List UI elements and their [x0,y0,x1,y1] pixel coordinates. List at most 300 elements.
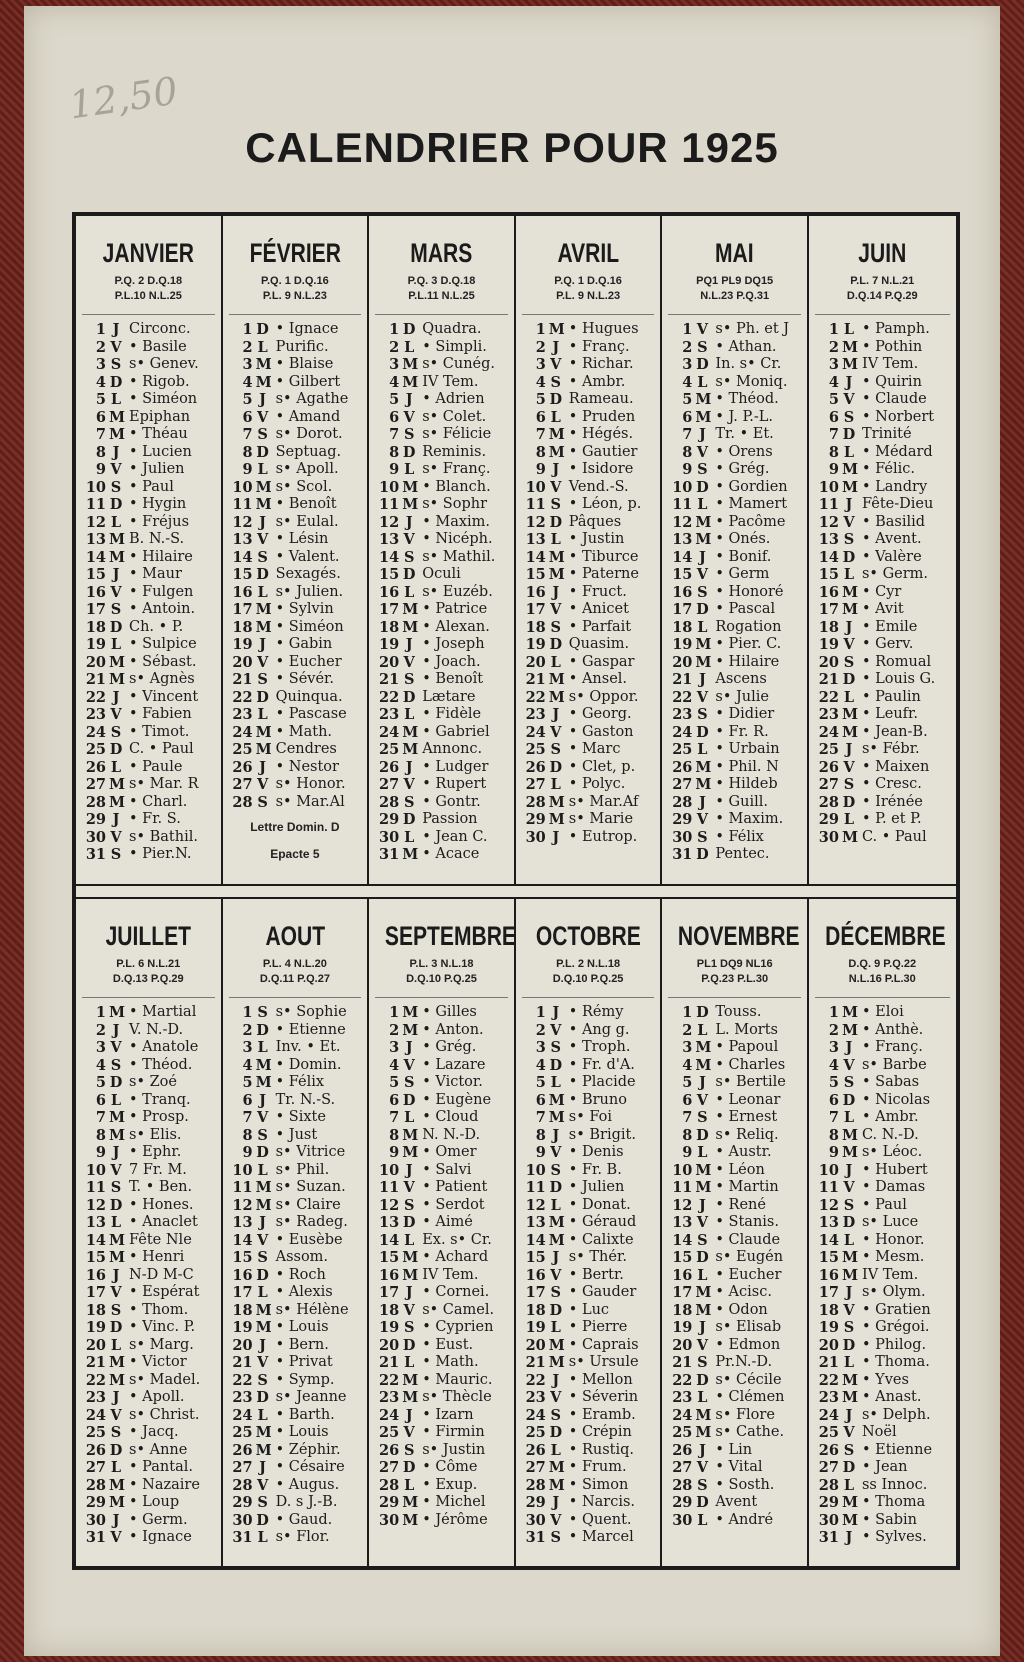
saint-or-feast: • Vital [715,1459,763,1475]
saint-or-feast: Cendres [275,741,337,757]
day-row [809,496,956,514]
day-number: 21 [85,671,106,688]
saint-or-feast: Quasim. [568,636,630,652]
day-row [809,321,956,339]
saint-or-feast: s• Justin [422,1441,486,1458]
day-row [369,1512,514,1530]
saint-or-feast: s• Christ. [129,1406,200,1423]
saint-or-feast: Vend.-S. [568,478,629,495]
saint-or-feast: Annonc. [422,741,483,757]
day-number: 21 [232,1354,253,1371]
day-row [662,1337,807,1355]
day-row [369,1057,514,1075]
saint-or-feast: • Anast. [861,1389,922,1405]
day-row [369,1319,514,1337]
day-number: 28 [232,793,253,811]
day-number: 13 [818,531,839,548]
weekday-letter: M [841,1126,859,1144]
day-number: 11 [525,1179,546,1196]
moon-phases: P.L.11 N.L.25 [408,290,475,302]
day-row [809,1337,956,1355]
saint-or-feast: s• Phil. [275,1161,330,1178]
day-row [809,461,956,479]
day-number: 17 [232,601,253,618]
weekday-letter: M [109,1354,126,1371]
month-name: JANVIER [102,238,194,268]
saint-or-feast: • Bruno [568,1091,627,1108]
day-number: 8 [535,443,546,461]
weekday-letter: S [110,1301,122,1319]
day-row [223,321,368,339]
day-number: 22 [379,688,400,706]
saint-or-feast: • Franç. [861,1039,923,1055]
saint-or-feast: • Gontr. [422,793,481,810]
moon-phases: P.L. 3 N.L.18 [409,958,474,970]
day-row [662,1319,807,1337]
saint-or-feast: • Troph. [568,1039,631,1055]
day-row [662,444,807,462]
weekday-letter: M [109,1494,126,1511]
weekday-letter: V [843,636,855,653]
day-row [223,531,368,549]
saint-or-feast: • Phil. N [715,758,779,775]
day-number: 28 [672,793,693,811]
saint-or-feast: Septuag. [275,443,342,460]
day-number: 25 [525,1424,546,1441]
saint-or-feast: • Avent. [861,531,922,547]
weekday-letter: V [843,1056,855,1074]
saint-or-feast: Tr. • Et. [715,426,774,442]
day-number: 20 [379,653,400,671]
weekday-letter: M [548,1476,565,1494]
day-number: 18 [818,1301,839,1319]
day-row [76,409,221,427]
day-row [76,1354,221,1372]
weekday-letter: S [697,1476,708,1494]
weekday-letter: D [109,618,123,636]
day-row [662,584,807,602]
saint-or-feast: Avent [715,1494,758,1510]
weekday-letter: M [548,321,565,338]
weekday-letter: M [548,1459,565,1476]
day-row [516,1249,661,1267]
day-row [223,426,368,444]
day-number: 22 [85,1371,106,1389]
day-number: 10 [232,1161,253,1179]
second-half-year [76,899,956,1566]
day-number: 21 [525,1354,546,1371]
day-row [662,1442,807,1460]
day-number: 13 [232,531,253,548]
day-row [662,601,807,619]
day-row [662,1162,807,1180]
saint-or-feast: s• Foi [568,1109,613,1125]
day-number: 7 [389,1109,400,1126]
day-number: 28 [525,793,546,811]
day-row [223,496,368,514]
day-row [809,1459,956,1477]
saint-or-feast: • Didier [715,706,775,722]
day-row [662,829,807,847]
saint-or-feast: • Félix [275,1074,325,1090]
day-row [516,671,661,689]
saint-or-feast: • Léon, p. [568,496,642,512]
moon-phases: PQ1 PL9 DQ15 [696,275,774,287]
day-number: 26 [232,758,253,776]
day-row [223,444,368,462]
day-number: 29 [232,1494,253,1511]
month-name: JUIN [858,238,907,268]
weekday-letter: M [841,601,859,618]
weekday-letter: M [841,338,859,356]
weekday-letter: D [549,1424,563,1441]
day-number: 6 [535,1091,546,1109]
weekday-letter: S [257,548,268,566]
moon-phases: P.L. 9 N.L.23 [556,290,621,302]
day-row [662,1249,807,1267]
weekday-letter: D [109,1074,123,1091]
saint-or-feast: • P. et P. [861,811,922,827]
day-number: 28 [818,793,839,811]
day-row [516,1179,661,1197]
day-row [809,811,956,829]
day-row [662,1074,807,1092]
saint-or-feast: • Grégoi. [861,1319,930,1335]
day-number: 22 [818,1371,839,1389]
weekday-letter: L [550,1074,561,1091]
day-row [516,1337,661,1355]
saint-or-feast: Ch. • P. [129,618,184,635]
day-number: 4 [242,373,253,391]
moon-phases: D.Q.10 P.Q.25 [406,973,477,985]
weekday-letter: V [110,1529,122,1546]
day-number: 18 [85,1301,106,1319]
saint-or-feast: • Honoré [715,583,784,600]
saint-or-feast: s• Cathe. [715,1424,785,1440]
day-row [809,689,956,707]
day-number: 7 [95,1109,106,1126]
day-number: 6 [95,1091,106,1109]
weekday-letter: V [110,1039,122,1056]
day-number: 24 [232,1406,253,1424]
header-rule [375,314,508,315]
weekday-letter: D [402,1336,416,1354]
saint-or-feast: • Honor. [861,1231,925,1248]
day-row [809,1179,956,1197]
weekday-letter: L [110,758,122,776]
day-row [223,1249,368,1267]
day-number: 4 [389,1056,400,1074]
day-number: 1 [95,321,106,338]
day-number: 5 [535,391,546,408]
day-number: 19 [818,636,839,653]
day-row [369,409,514,427]
weekday-letter: V [110,1284,122,1301]
day-number: 11 [818,496,839,513]
day-row [223,759,368,777]
header-rule [668,314,801,315]
saint-or-feast: s• Sophie [275,1004,347,1020]
day-row [223,1494,368,1512]
day-number: 11 [672,1179,693,1196]
saint-or-feast: IV Tem. [861,1266,919,1283]
day-number: 24 [525,1406,546,1424]
day-number: 28 [818,1476,839,1494]
day-number: 18 [672,618,693,636]
weekday-letter: M [255,1179,272,1196]
day-row [662,409,807,427]
day-row [76,1477,221,1495]
weekday-letter: S [110,723,122,741]
saint-or-feast: • Jérôme [422,1511,488,1528]
day-row [516,1477,661,1495]
day-number: 2 [95,338,106,356]
header-rule [522,314,655,315]
weekday-letter: M [695,636,712,653]
weekday-letter: V [843,1301,855,1319]
day-number: 26 [379,758,400,776]
day-number: 12 [525,513,546,531]
day-row [369,1249,514,1267]
day-number: 5 [389,1074,400,1091]
weekday-letter: M [695,1424,712,1441]
weekday-letter: L [110,636,122,653]
saint-or-feast: • Jean C. [422,828,488,845]
day-row [369,1389,514,1407]
day-number: 10 [525,478,546,496]
month-name: SEPTEMBRE [385,921,517,951]
day-row [516,1144,661,1162]
weekday-letter: V [110,338,122,356]
day-row [76,1249,221,1267]
day-row [516,654,661,672]
day-number: 3 [242,356,253,373]
weekday-letter: M [255,478,272,496]
saint-or-feast: • Félix [715,828,764,845]
weekday-letter: D [256,1021,269,1039]
saint-or-feast: • Anthè. [861,1021,924,1038]
moon-phases: P.L. 2 N.L.18 [556,958,621,970]
day-number: 4 [535,373,546,391]
day-number: 2 [242,1021,253,1039]
day-list [369,321,514,864]
weekday-letter: J [845,1406,853,1424]
day-row [662,654,807,672]
day-row [369,356,514,374]
day-number: 12 [85,1196,106,1214]
day-row [809,654,956,672]
day-row [516,1512,661,1530]
saint-or-feast: • Côme [422,1459,478,1475]
weekday-letter: J [112,566,120,583]
day-number: 10 [379,478,400,496]
day-row [76,461,221,479]
day-number: 25 [85,741,106,758]
day-number: 2 [828,338,839,356]
saint-or-feast: • Julien [568,1179,625,1195]
saint-or-feast: Epiphan [129,408,191,425]
saint-or-feast: • Norbert [861,408,935,425]
month-name: FÉVRIER [249,238,341,268]
day-number: 22 [85,688,106,706]
day-number: 21 [818,671,839,688]
saint-or-feast: • Fruct. [568,583,627,600]
day-number: 21 [672,1354,693,1371]
saint-or-feast: • Louis [275,1319,329,1335]
weekday-letter: D [696,1249,709,1266]
day-row [809,426,956,444]
saint-or-feast: • Jean [861,1459,908,1475]
saint-or-feast: • Benoît [422,671,484,687]
weekday-letter: M [548,566,565,583]
saint-or-feast: • Hégés. [568,426,634,442]
day-number: 8 [828,443,839,461]
weekday-letter: V [550,1511,562,1529]
day-number: 12 [379,1196,400,1214]
day-number: 8 [682,443,693,461]
day-number: 22 [379,1371,400,1389]
weekday-letter: D [549,636,563,653]
day-number: 8 [242,443,253,461]
day-number: 5 [242,1074,253,1091]
day-row [76,654,221,672]
saint-or-feast: • Gauder [568,1284,637,1300]
day-number: 20 [818,653,839,671]
day-number: 31 [672,846,693,863]
weekday-letter: S [843,776,855,793]
saint-or-feast: s• Félicie [422,426,492,442]
day-number: 9 [535,461,546,478]
saint-or-feast: • Augus. [275,1476,340,1493]
saint-or-feast: Tr. N.-S. [275,1091,336,1108]
saint-or-feast: • Pascase [275,706,347,722]
weekday-letter: V [843,391,855,408]
day-number: 4 [535,1056,546,1074]
day-row [516,1232,661,1250]
day-number: 26 [85,1441,106,1459]
day-row [76,531,221,549]
weekday-letter: V [696,688,708,706]
weekday-letter: V [110,1406,122,1424]
day-row [223,1162,368,1180]
day-number: 19 [85,1319,106,1336]
day-row [662,1127,807,1145]
day-row [76,321,221,339]
weekday-letter: S [403,1196,415,1214]
day-row [369,794,514,812]
day-row [369,479,514,497]
day-number: 24 [525,723,546,741]
day-row [516,1057,661,1075]
day-number: 23 [232,706,253,723]
day-number: 29 [379,811,400,828]
day-number: 18 [379,1301,400,1319]
saint-or-feast: • Athan. [715,338,777,355]
saint-or-feast: • Sylvin [275,601,334,617]
day-number: 29 [85,811,106,828]
weekday-letter: L [843,688,855,706]
saint-or-feast: • Guill. [715,793,768,810]
weekday-letter: S [257,1249,268,1266]
saint-or-feast: • Maxim. [715,811,784,827]
day-row [369,461,514,479]
day-row [809,1109,956,1127]
weekday-letter: V [110,706,122,723]
weekday-letter: M [548,793,565,811]
day-number: 26 [525,1441,546,1459]
saint-or-feast: • Math. [275,723,333,740]
day-row [76,1109,221,1127]
saint-or-feast: s• Sophr [422,496,488,512]
day-row [76,566,221,584]
day-number: 24 [672,723,693,741]
moon-phases: D.Q. 9 P.Q.22 [848,958,917,970]
day-row [223,724,368,742]
weekday-letter: S [550,373,562,391]
saint-or-feast: • Mesm. [861,1249,925,1265]
saint-or-feast: s• Agnès [129,671,195,687]
weekday-letter: V [403,776,415,793]
day-row [516,549,661,567]
weekday-letter: J [845,618,853,636]
saint-or-feast: s• Flor. [275,1529,330,1545]
weekday-letter: M [109,426,126,443]
day-row [223,1022,368,1040]
day-row [369,1074,514,1092]
day-row [662,636,807,654]
day-number: 27 [525,776,546,793]
saint-or-feast: • Michel [422,1494,486,1510]
weekday-letter: M [695,1284,712,1301]
day-row [516,759,661,777]
weekday-letter: M [402,846,419,863]
day-number: 25 [525,741,546,758]
weekday-letter: V [256,653,269,671]
day-number: 26 [672,1441,693,1459]
day-row [516,706,661,724]
day-number: 30 [85,1511,106,1529]
day-row [809,1004,956,1022]
weekday-letter: S [697,338,708,356]
day-number: 4 [242,1056,253,1074]
day-number: 1 [389,1004,400,1021]
weekday-letter: M [402,1511,419,1529]
saint-or-feast: • Bern. [275,1336,329,1353]
saint-or-feast: • Espérat [129,1284,200,1300]
day-row [516,1109,661,1127]
weekday-letter: S [843,1441,855,1459]
day-row [369,741,514,759]
weekday-letter: M [109,548,126,566]
weekday-letter: J [259,1214,267,1231]
weekday-letter: J [698,671,706,688]
day-row [369,846,514,864]
day-number: 7 [535,1109,546,1126]
saint-or-feast: s• Germ. [861,566,929,582]
day-number: 24 [85,723,106,741]
day-number: 25 [232,1424,253,1441]
day-number: 23 [818,706,839,723]
day-number: 13 [379,531,400,548]
saint-or-feast: s• Brigit. [568,1126,636,1143]
day-row [223,1039,368,1057]
day-number: 15 [818,1249,839,1266]
day-row [76,724,221,742]
weekday-letter: J [405,1284,413,1301]
day-row [516,566,661,584]
saint-or-feast: • Pamph. [861,321,930,337]
saint-or-feast: • Anicet [568,601,629,617]
